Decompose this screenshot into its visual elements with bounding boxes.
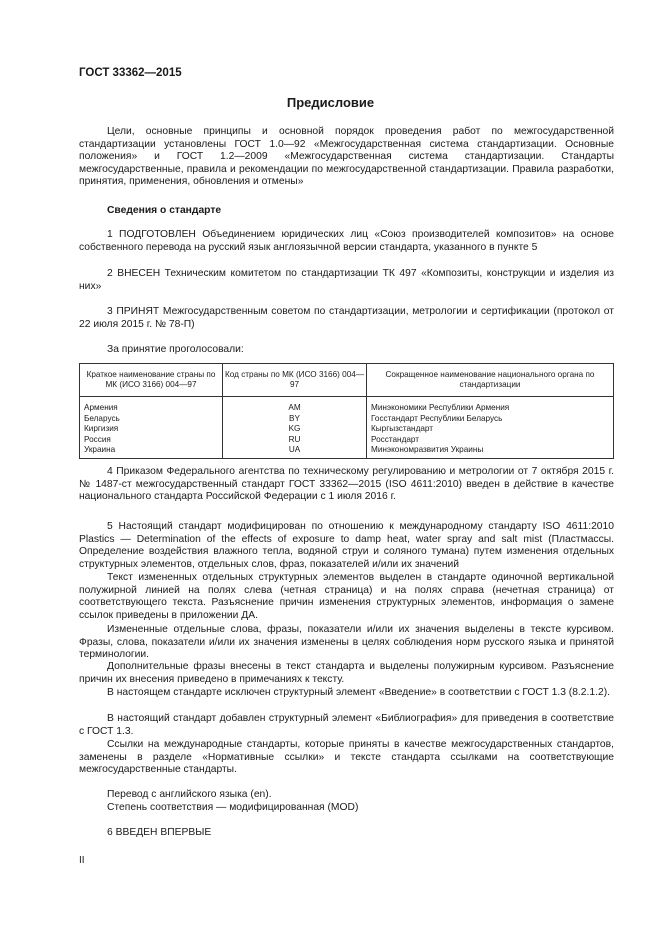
table-row bbox=[80, 445, 614, 458]
conformity-degree: Степень соответствия — модифицированная (MOD) bbox=[107, 802, 359, 813]
bibliography-added-paragraph: В настоящий стандарт добавлен структурный элемент «Библиография» для приведения в соответствие с ГОСТ 1.3. bbox=[79, 713, 614, 737]
item-6-paragraph: 6 ВВЕДЕН ВПЕРВЫЕ bbox=[107, 827, 212, 838]
cell-body: Минэкономразвития Украины bbox=[367, 445, 614, 458]
table-row bbox=[80, 435, 614, 446]
item-2-paragraph: 2 ВНЕСЕН Техническим комитетом по стандартизации ТК 497 «Композиты, конструкции и изделия из них» bbox=[79, 268, 614, 292]
cell-code: KG bbox=[223, 424, 367, 435]
column-header-body: Сокращенное наименование национального органа по стандартизации bbox=[367, 364, 614, 397]
structural-changes-paragraph: Текст измененных отдельных структурных элементов выделен в стандарте одиночной вертикальной полужирной линией на полях слева (четная страница) и на полях справа (нечетная страница) от соответствующего текста. Разъяснение причин изменения структурных элементов, информация о замене ссылок приведены в приложении ДА. bbox=[79, 572, 614, 621]
document-code-header: ГОСТ 33362—2015 bbox=[79, 67, 182, 79]
bold-italic-paragraph: Дополнительные фразы внесены в текст стандарта и выделены полужирным курсивом. Разъяснение причин их внесения приведено в примечаниях к тексту. bbox=[79, 661, 614, 685]
cell-country: Киргизия bbox=[80, 424, 223, 435]
cell-code: BY bbox=[223, 414, 367, 425]
cell-body: Кыргызстандарт bbox=[367, 424, 614, 435]
cell-code: AM bbox=[223, 397, 367, 414]
item-3-paragraph: 3 ПРИНЯТ Межгосударственным советом по стандартизации, метрологии и сертификации (протокол от 22 июля 2015 г. № 78-П) bbox=[79, 306, 614, 330]
cell-country: Беларусь bbox=[80, 414, 223, 425]
voting-countries-table bbox=[79, 363, 614, 459]
cell-country: Армения bbox=[80, 397, 223, 414]
table-header-row bbox=[80, 364, 614, 397]
item-1-paragraph: 1 ПОДГОТОВЛЕН Объединением юридических лиц «Союз производителей композитов» на основе собственного перевода на русский язык англоязычной версии стандарта, указанного в пункте 5 bbox=[79, 229, 614, 253]
cell-body: Минэкономики Республики Армения bbox=[367, 397, 614, 414]
table-row bbox=[80, 424, 614, 435]
references-paragraph: Ссылки на международные стандарты, которые приняты в качестве межгосударственных стандартов, заменены в разделе «Нормативные ссылки» и тексте стандарта ссылками на соответствующие межгосударственные стандарты. bbox=[79, 739, 614, 776]
translation-note: Перевод с английского языка (en). bbox=[107, 789, 272, 800]
cell-body: Росстандарт bbox=[367, 435, 614, 446]
italic-changes-paragraph: Измененные отдельные слова, фразы, показатели и/или их значения выделены в тексте курсивом. Фразы, слова, показатели и/или их значения изменены в целях соблюдения норм русского языка и принятой терминологии. bbox=[79, 624, 614, 661]
cell-country: Украина bbox=[80, 445, 223, 458]
cell-code: RU bbox=[223, 435, 367, 446]
cell-code: UA bbox=[223, 445, 367, 458]
section-heading: Сведения о стандарте bbox=[107, 205, 222, 216]
column-header-code: Код страны по МК (ИСО 3166) 004—97 bbox=[223, 364, 367, 397]
cell-body: Госстандарт Республики Беларусь bbox=[367, 414, 614, 425]
table-row bbox=[80, 414, 614, 425]
column-header-country: Краткое наименование страны по МК (ИСО 3166) 004—97 bbox=[80, 364, 223, 397]
item-5-paragraph: 5 Настоящий стандарт модифицирован по отношению к международному стандарту ISO 4611:2010 Plastics — Determination of the effects of exposure to damp heat, water spray and salt mist (Пластмассы. Определение воздействия влажного тепла, водяной струи и соляного тумана) путем изменения отдельных структурных элементов, отдельных слов, фраз, показателей и/или их значений bbox=[79, 521, 614, 570]
page-title: Предисловие bbox=[286, 95, 375, 110]
table-row bbox=[80, 397, 614, 414]
page-number: II bbox=[79, 855, 85, 866]
introduction-excluded-paragraph: В настоящем стандарте исключен структурный элемент «Введение» в соответствии с ГОСТ 1.3 (8.2.1.2). bbox=[107, 687, 610, 698]
cell-country: Россия bbox=[80, 435, 223, 446]
intro-paragraph: Цели, основные принципы и основной порядок проведения работ по межгосударственной стандартизации установлены ГОСТ 1.0—92 «Межгосударственная система стандартизации. Основные положения» и ГОСТ 1.2—2009 «Межгосударственная система стандартизации. Стандарты межгосударственные, правила и рекомендации по межгосударственной стандартизации. Правила разработки, принятия, применения, обновления и отмены» bbox=[79, 126, 614, 188]
item-4-paragraph: 4 Приказом Федерального агентства по техническому регулированию и метрологии от 7 октября 2015 г. № 1487-ст межгосударственный стандарт ГОСТ 33362—2015 (ISO 4611:2010) введен в действие в качестве национального стандарта Российской Федерации с 1 июля 2016 г. bbox=[79, 466, 614, 503]
voted-label: За принятие проголосовали: bbox=[107, 344, 244, 355]
